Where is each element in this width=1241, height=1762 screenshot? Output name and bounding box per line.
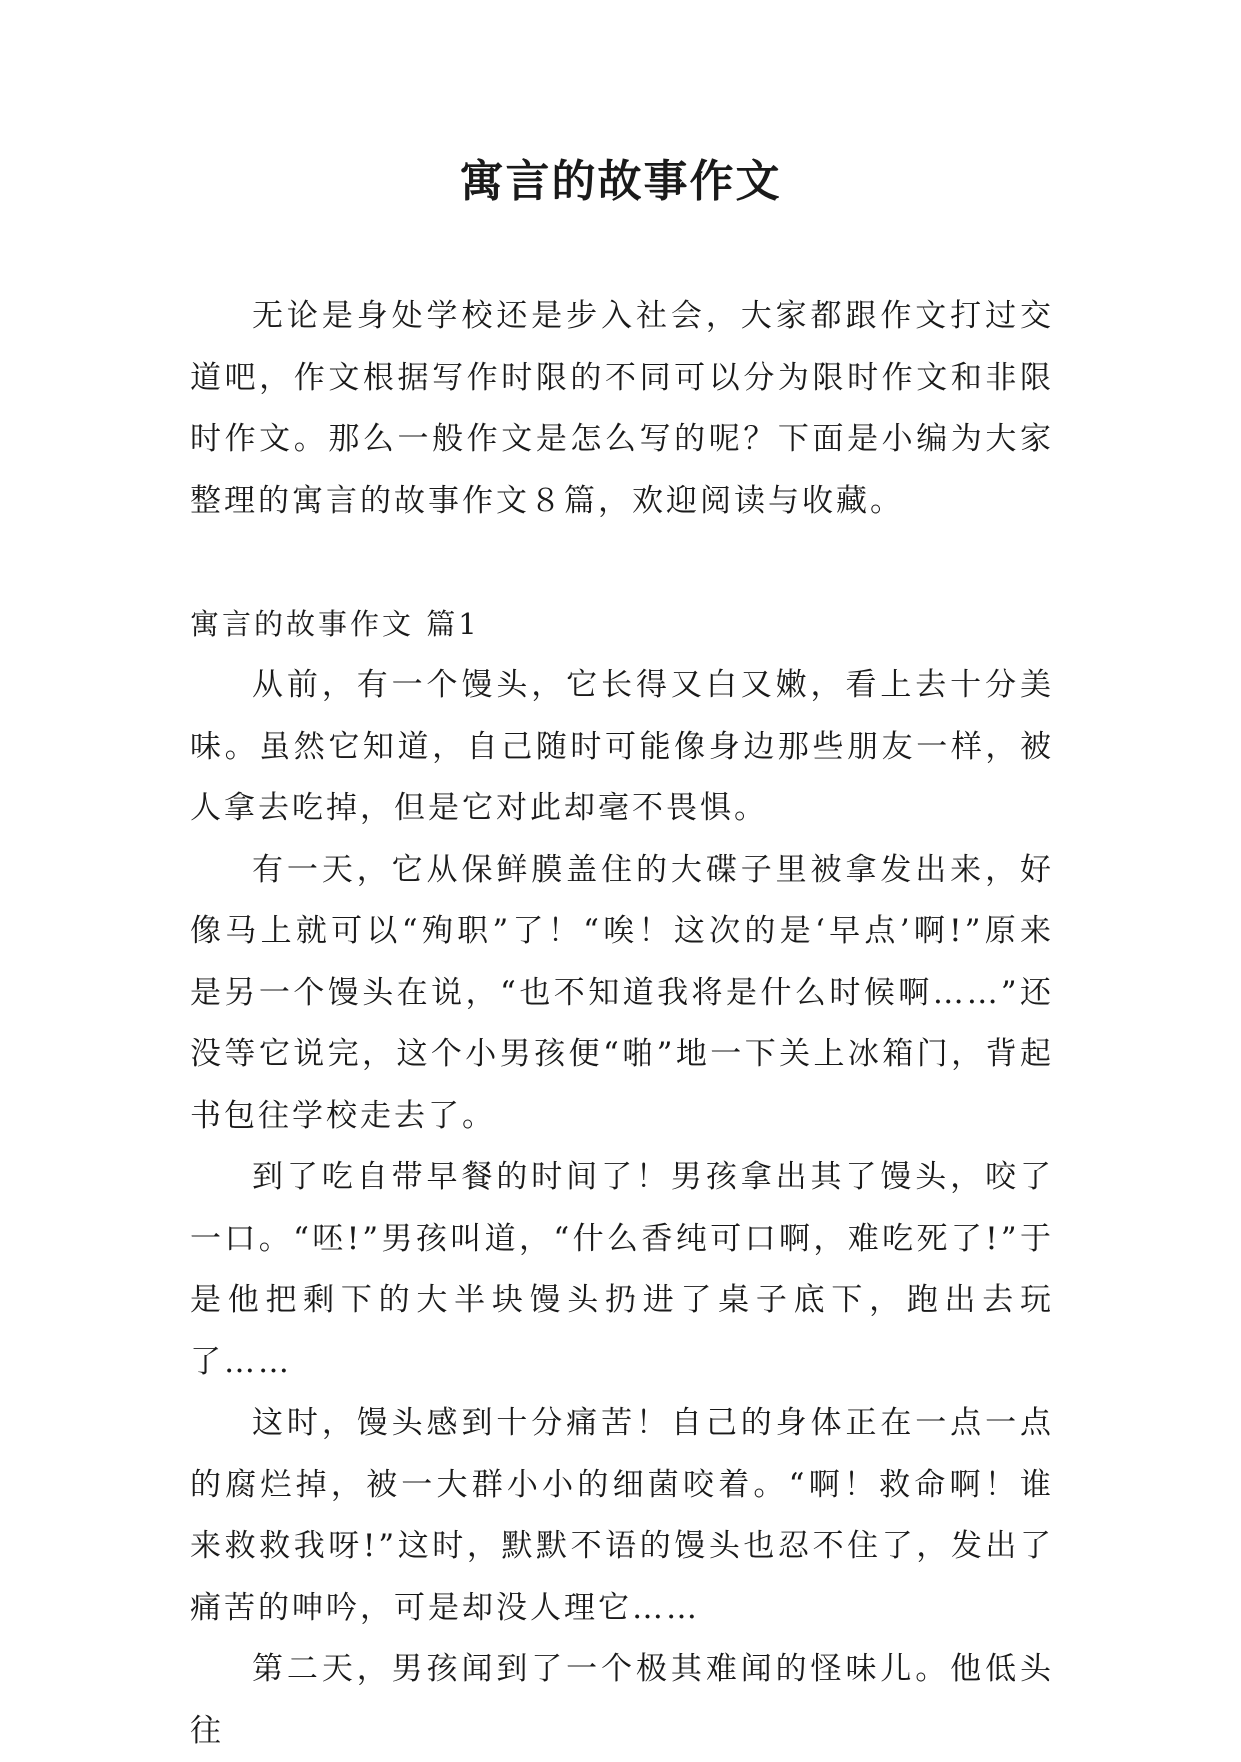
story-paragraph-2: 有一天，它从保鲜膜盖住的大碟子里被拿发出来，好像马上就可以“殉职”了！“唉！这次的是‘早点’啊!”原来是另一个馒头在说，“也不知道我将是什么时候啊……”还没等它说完，这个小男孩便“啪”地一下关上冰箱门，背起书包往学校走去了。 [190,851,1054,1134]
document-title: 寓言的故事作文 [459,156,782,207]
story-paragraph-1: 从前，有一个馒头，它长得又白又嫩，看上去十分美味。虽然它知道，自己随时可能像身边那些朋友一样，被人拿去吃掉，但是它对此却毫不畏惧。 [190,667,1054,826]
section-heading: 寓言的故事作文 篇1 [190,606,480,641]
intro-paragraph: 无论是身处学校还是步入社会，大家都跟作文打过交道吧，作文根据写作时限的不同可以分为限时作文和非限时作文。那么一般作文是怎么写的呢？下面是小编为大家整理的寓言的故事作文８篇，欢迎阅读与收藏。 [190,298,1054,519]
story-paragraph-5: 第二天，男孩闻到了一个极其难闻的怪味儿。他低头往 [190,1651,1054,1749]
story-paragraph-4: 这时，馒头感到十分痛苦！自己的身体正在一点一点的腐烂掉，被一大群小小的细菌咬着。“啊！救命啊！谁来救救我呀!”这时，默默不语的馒头也忍不住了，发出了痛苦的呻吟，可是却没人理它…… [190,1405,1054,1626]
document-body [190,286,1054,1762]
story-paragraph-3: 到了吃自带早餐的时间了！男孩拿出其了馒头，咬了一口。“呸!”男孩叫道，“什么香纯可口啊，难吃死了!”于是他把剩下的大半块馒头扔进了桌子底下，跑出去玩了…… [190,1159,1054,1380]
